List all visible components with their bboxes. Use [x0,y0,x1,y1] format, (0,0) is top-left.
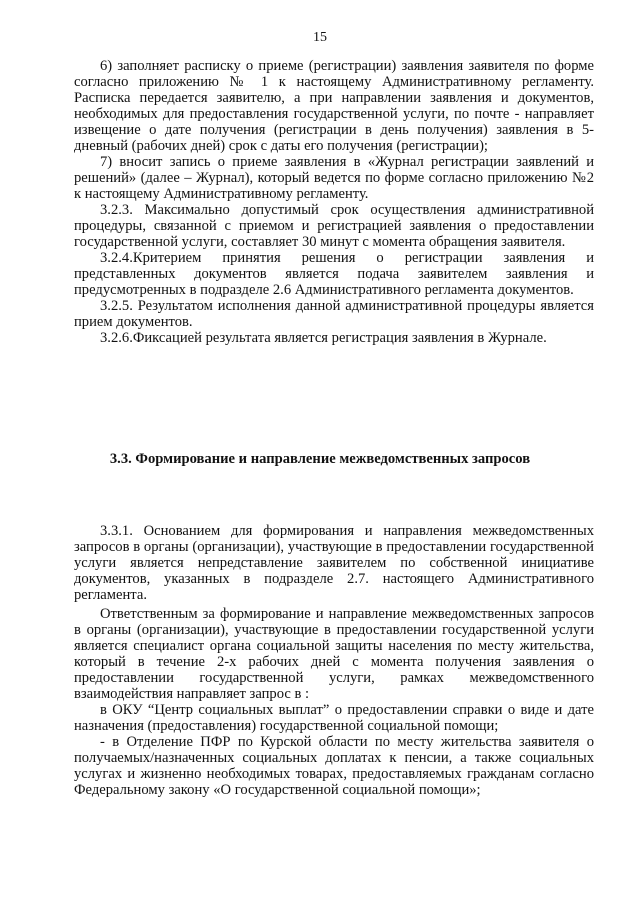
paragraph: 7) вносит запись о приеме заявления в «Журнал регистрации заявлений и решений» (далее – Журнал), который ведется по форме согласно приложению №2 к настоящему Административному регламенту. [74,154,594,202]
paragraph: 3.2.4.Критерием принятия решения о регистрации заявления и представленных документов является подача заявителем заявления и предусмотренных в подразделе 2.6 Административного регламента документов. [74,250,594,298]
page-number: 15 [313,30,327,45]
section-3-3-text [74,523,594,798]
paragraph: 3.2.6.Фиксацией результата является регистрация заявления в Журнале. [100,330,547,346]
section-3-2-text [74,58,594,346]
paragraph: Ответственным за формирование и направление межведомственных запросов в органы (организации), участвующие в предоставлении государственной услуги является специалист органа социальной защиты населения по месту жительства, который в течение 2-х рабочих дней с момента получения заявления о предоставлении государственной услуги, рамках межведомственного взаимодействия направляет запрос в : [74,606,594,702]
paragraph: 3.3.1. Основанием для формирования и направления межведомственных запросов в органы (организации), участвующие в предоставлении государственной услуги является непредставление заявителем по собственной инициативе документов, указанных в подразделе 2.7. настоящего Административного регламента. [74,523,594,603]
paragraph: 3.2.5. Результатом исполнения данной административной процедуры является прием документов. [74,298,594,330]
paragraph: в ОКУ “Центр социальных выплат” о предоставлении справки о виде и дате назначения (предоставления) государственной социальной помощи; [74,702,594,734]
paragraph: - в Отделение ПФР по Курской области по месту жительства заявителя о получаемых/назначенных социальных доплатах к пенсии, а также социальных услугах и жизненно необходимых товарах, предоставляемых гражданам согласно Федеральному закону «О государственной социальной помощи»; [74,734,594,798]
section-heading: 3.3. Формирование и направление межведомственных запросов [109,451,531,467]
paragraph: 6) заполняет расписку о приеме (регистрации) заявления заявителя по форме согласно приложению № 1 к настоящему Административному регламенту. Расписка передается заявителю, а при направлении заявления и документов, необходимых для предоставления государственной услуги, по почте - направляет извещение о дате получения (регистрации в день получения) заявления в 5-дневный (рабочих дней) срок с даты его получения (регистрации); [74,58,594,154]
paragraph: 3.2.3. Максимально допустимый срок осуществления административной процедуры, связанной с приемом и регистрацией заявления о предоставлении государственной услуги, составляет 30 минут с момента обращения заявителя. [74,202,594,250]
